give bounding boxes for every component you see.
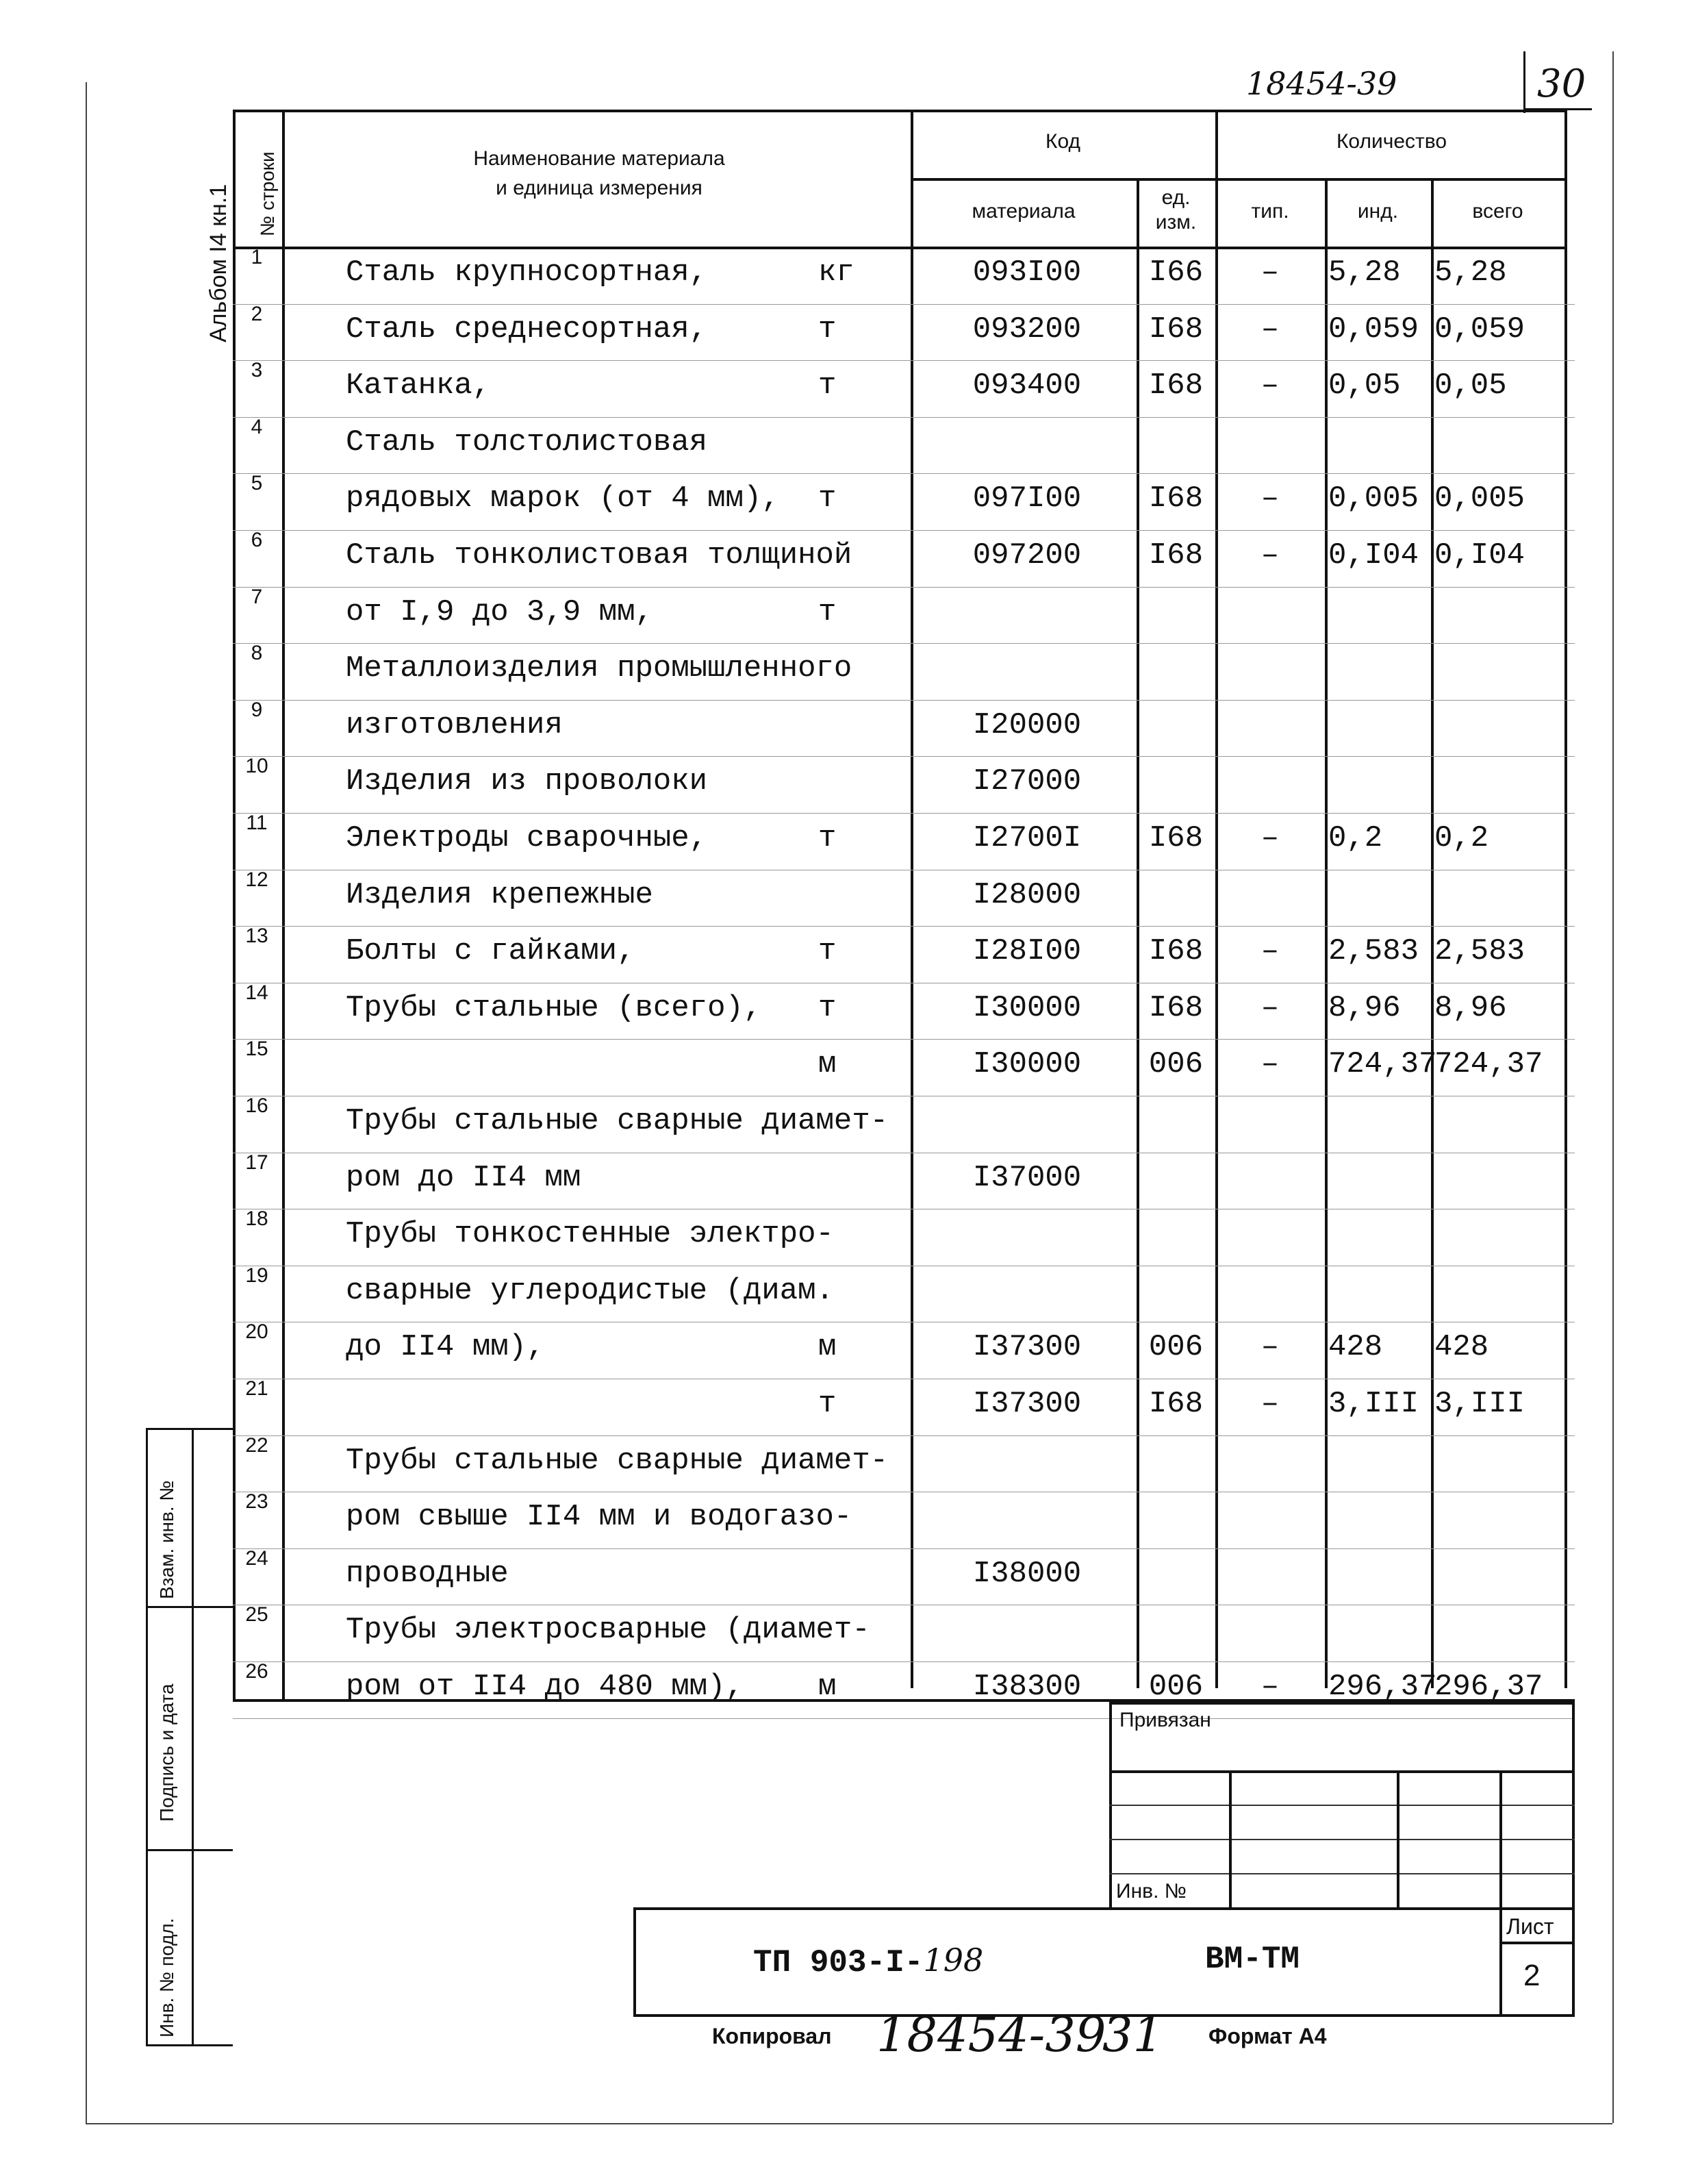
header-top-line: [233, 110, 1567, 112]
cell-code: I37300: [972, 1330, 1082, 1365]
doc-mark: ВМ-ТМ: [1205, 1942, 1300, 1977]
cell-code: 093I00: [972, 255, 1082, 290]
cell-n: 10: [245, 755, 268, 778]
cell-n: 25: [245, 1603, 268, 1627]
cell-name: Электроды сварочные,: [346, 821, 708, 855]
cell-total: 8,96: [1434, 990, 1507, 1025]
cell-ed: I66: [1148, 255, 1204, 290]
row-divider: [233, 700, 1575, 701]
stamp-podpis: Подпись и дата: [156, 1683, 177, 1822]
scan-left-border: [86, 82, 87, 2123]
cell-name: ром свыше II4 мм и водогазо-: [346, 1500, 852, 1535]
cell-code: 093400: [972, 368, 1082, 403]
page-number: 30: [1537, 62, 1586, 106]
cell-n: 9: [251, 698, 263, 721]
cell-name: изготовления: [346, 707, 563, 742]
cell-total: 724,37: [1434, 1047, 1543, 1082]
cell-ed: I68: [1148, 990, 1204, 1025]
cell-total: 0,I04: [1434, 538, 1525, 573]
cell-name: Болты с гайками,: [346, 934, 635, 969]
inv-no-label: Инв. №: [1116, 1880, 1187, 1903]
cell-code: I30000: [972, 990, 1082, 1025]
format-label: Формат А4: [1208, 2024, 1327, 2048]
stamp-inv-podl: Инв. № подл.: [156, 1918, 177, 2037]
cell-total: 0,005: [1434, 481, 1525, 516]
cell-name: Трубы стальные (всего),: [346, 990, 762, 1025]
cell-code: I20000: [972, 707, 1082, 742]
cell-total: 0,059: [1434, 312, 1525, 347]
cell-unit: т: [818, 594, 837, 629]
cell-tip: –: [1260, 990, 1280, 1025]
cell-tip: –: [1260, 538, 1280, 573]
kopiroval-label: Копировал: [712, 2024, 832, 2048]
cell-n: 18: [245, 1207, 268, 1231]
row-divider: [233, 643, 1575, 644]
cell-code: 097200: [972, 538, 1082, 573]
cell-total: 2,583: [1434, 934, 1525, 969]
cell-name: Сталь крупносортная,: [346, 255, 708, 290]
cell-n: 13: [245, 925, 268, 948]
doc-code: [753, 1942, 983, 1981]
cell-ed: I68: [1148, 538, 1204, 573]
cell-code: I28I00: [972, 934, 1082, 969]
top-document-number: 18454-39: [1246, 65, 1397, 102]
cell-n: 6: [251, 529, 263, 551]
cell-n: 26: [245, 1660, 268, 1683]
doc-code-suffix: 198: [923, 1942, 984, 1979]
cell-ind: 296,37: [1328, 1670, 1437, 1704]
privyazan-line-4: [1109, 1873, 1575, 1874]
stamp-line-3: [146, 1849, 233, 1851]
cell-ind: 724,37: [1328, 1047, 1437, 1082]
col-line-name: [911, 110, 913, 1688]
cell-tip: –: [1260, 368, 1280, 403]
cell-n: 20: [245, 1320, 268, 1344]
cell-name: сварные углеродистые (диам.: [346, 1273, 834, 1308]
cell-n: 2: [251, 302, 263, 325]
cell-ind: 2,583: [1328, 934, 1419, 969]
cell-total: 0,05: [1434, 368, 1507, 403]
row-divider: [233, 360, 1575, 361]
cell-n: 15: [245, 1038, 268, 1061]
cell-ed: 006: [1148, 1330, 1204, 1365]
stamp-left-line: [146, 1428, 148, 2044]
cell-name: ром до II4 мм: [346, 1160, 581, 1195]
privyazan-label: Привязан: [1119, 1709, 1211, 1731]
scan-right-border: [1612, 51, 1614, 2123]
cell-code: I38000: [972, 1556, 1082, 1591]
cell-n: 8: [251, 642, 263, 665]
cell-n: 21: [245, 1377, 268, 1400]
header-qty-tip: тип.: [1251, 200, 1289, 223]
cell-ed: I68: [1148, 934, 1204, 969]
cell-code: I28000: [972, 877, 1082, 912]
cell-name: Сталь среднесортная,: [346, 312, 708, 347]
cell-n: 17: [245, 1151, 268, 1174]
header-qty-total: всего: [1472, 200, 1523, 223]
cell-tip: –: [1260, 1330, 1280, 1365]
stamp-line-2: [146, 1606, 233, 1608]
cell-unit: т: [818, 481, 837, 516]
cell-unit: м: [818, 1047, 837, 1082]
privyazan-col-3: [1499, 1770, 1502, 1907]
header-name-line2: и единица измерения: [496, 177, 702, 199]
cell-n: 11: [246, 812, 268, 834]
cell-unit: т: [818, 1387, 837, 1421]
list-label: Лист: [1506, 1914, 1554, 1939]
cell-name: до II4 мм),: [346, 1330, 545, 1365]
cell-code: I37300: [972, 1387, 1082, 1421]
row-divider: [233, 926, 1575, 927]
header-code: Код: [1045, 130, 1080, 153]
cell-name: Сталь тонколистовая толщиной: [346, 538, 852, 573]
cell-unit: т: [818, 934, 837, 969]
cell-name: рядовых марок (от 4 мм),: [346, 481, 780, 516]
cell-code: I2700I: [972, 821, 1082, 855]
cell-tip: –: [1260, 1387, 1280, 1421]
copy-number: 18454-39: [876, 2007, 1106, 2063]
row-divider: [233, 1661, 1575, 1662]
cell-code: I30000: [972, 1047, 1082, 1082]
col-line-code: [1137, 178, 1139, 1688]
cell-name: проводные: [346, 1556, 509, 1591]
page-number-divider: [1523, 51, 1525, 113]
cell-ed: 006: [1148, 1047, 1204, 1082]
header-code-unit-1: ед.: [1161, 186, 1191, 209]
privyazan-col-1: [1229, 1770, 1232, 1907]
cell-tip: –: [1260, 1670, 1280, 1704]
cell-tip: –: [1260, 255, 1280, 290]
col-line-left: [233, 110, 236, 1702]
header-code-material: материала: [972, 200, 1076, 223]
cell-ind: 5,28: [1328, 255, 1401, 290]
row-divider: [233, 473, 1575, 474]
row-divider: [233, 587, 1575, 588]
cell-tip: –: [1260, 934, 1280, 969]
copy-sheet: 31: [1102, 2007, 1164, 2063]
col-line-ind: [1431, 178, 1434, 1688]
cell-tip: –: [1260, 312, 1280, 347]
list-number: 2: [1523, 1959, 1541, 1992]
cell-name: ром от II4 до 480 мм),: [346, 1670, 744, 1704]
scan-bottom-border: [86, 2123, 1612, 2124]
header-bottom-line: [233, 247, 1567, 249]
header-name-line1: Наименование материала: [473, 147, 725, 170]
cell-n: 7: [251, 585, 263, 608]
cell-n: 23: [245, 1490, 268, 1514]
cell-ed: I68: [1148, 821, 1204, 855]
row-divider: [233, 756, 1575, 757]
cell-ind: 0,059: [1328, 312, 1419, 347]
cell-n: 14: [245, 981, 268, 1004]
cell-name: Трубы стальные сварные диамет-: [346, 1104, 889, 1138]
row-divider: [233, 417, 1575, 418]
cell-ind: 0,05: [1328, 368, 1401, 403]
cell-unit: кг: [818, 255, 854, 290]
cell-unit: т: [818, 368, 837, 403]
header-quantity: Количество: [1336, 130, 1447, 153]
cell-tip: –: [1260, 821, 1280, 855]
cell-code: 093200: [972, 312, 1082, 347]
cell-ind: 3,III: [1328, 1387, 1419, 1421]
col-line-rownum: [282, 110, 285, 1702]
stamp-mid-line: [192, 1428, 194, 2044]
header-qty-ind: инд.: [1357, 200, 1399, 223]
cell-ed: 006: [1148, 1670, 1204, 1704]
cell-n: 4: [251, 415, 263, 438]
cell-name: Трубы стальные сварные диамет-: [346, 1443, 889, 1478]
cell-n: 19: [245, 1264, 268, 1287]
cell-name: Изделия из проволоки: [346, 764, 708, 799]
cell-code: I27000: [972, 764, 1082, 799]
cell-unit: т: [818, 821, 837, 855]
col-line-tip: [1325, 178, 1328, 1688]
privyazan-line-1: [1109, 1770, 1575, 1773]
header-code-unit-2: изм.: [1155, 211, 1197, 234]
cell-name: от I,9 до 3,9 мм,: [346, 594, 653, 629]
cell-unit: м: [818, 1330, 837, 1365]
cell-ed: I68: [1148, 481, 1204, 516]
cell-total: 296,37: [1434, 1670, 1543, 1704]
cell-name: Металлоизделия промышленного: [346, 651, 852, 686]
cell-tip: –: [1260, 1047, 1280, 1082]
col-line-unit: [1215, 110, 1218, 1688]
cell-n: 22: [245, 1433, 268, 1457]
cell-code: I37000: [972, 1160, 1082, 1195]
cell-ind: 428: [1328, 1330, 1383, 1365]
row-divider: [233, 1548, 1575, 1549]
row-divider: [233, 813, 1575, 814]
row-divider: [233, 1435, 1575, 1436]
cell-ind: 0,005: [1328, 481, 1419, 516]
stamp-line-4: [146, 2044, 233, 2046]
cell-unit: т: [818, 312, 837, 347]
cell-unit: м: [818, 1670, 837, 1704]
list-row-line: [1499, 1942, 1575, 1944]
list-col-line: [1499, 1907, 1502, 2017]
cell-name: Трубы электросварные (диамет-: [346, 1613, 870, 1648]
cell-name: Трубы тонкостенные электро-: [346, 1217, 834, 1252]
cell-ed: I68: [1148, 312, 1204, 347]
cell-n: 24: [245, 1546, 268, 1570]
cell-total: 5,28: [1434, 255, 1507, 290]
cell-name: Сталь толстолистовая: [346, 425, 708, 460]
row-divider: [233, 304, 1575, 305]
privyazan-col-2: [1397, 1770, 1399, 1907]
cell-n: 3: [251, 359, 263, 382]
privyazan-line-3: [1109, 1839, 1575, 1840]
header-row-number: № строки: [257, 151, 278, 236]
row-divider: [233, 530, 1575, 531]
cell-n: 12: [245, 868, 268, 891]
album-label: Альбом I4 кн.1: [205, 184, 231, 342]
cell-name: Катанка,: [346, 368, 491, 403]
cell-code: I38300: [972, 1670, 1082, 1704]
cell-ed: I68: [1148, 1387, 1204, 1421]
cell-name: Изделия крепежные: [346, 877, 653, 912]
cell-ind: 0,I04: [1328, 538, 1419, 573]
cell-code: 097I00: [972, 481, 1082, 516]
header-mid-line: [911, 178, 1567, 181]
row-divider: [233, 1039, 1575, 1040]
cell-total: 428: [1434, 1330, 1489, 1365]
col-line-right: [1564, 110, 1567, 1688]
cell-total: 3,III: [1434, 1387, 1525, 1421]
cell-n: 5: [251, 472, 263, 495]
privyazan-line-2: [1109, 1805, 1575, 1806]
cell-n: 1: [251, 246, 263, 268]
cell-ed: I68: [1148, 368, 1204, 403]
cell-ind: 0,2: [1328, 821, 1383, 855]
stamp-vzam: Взам. инв. №: [156, 1480, 177, 1599]
doc-code-prefix: ТП 903-I-: [753, 1945, 924, 1981]
stamp-line-1: [146, 1428, 233, 1430]
cell-total: 0,2: [1434, 821, 1489, 855]
cell-ind: 8,96: [1328, 990, 1401, 1025]
cell-n: 16: [245, 1094, 268, 1117]
cell-tip: –: [1260, 481, 1280, 516]
cell-unit: т: [818, 990, 837, 1025]
